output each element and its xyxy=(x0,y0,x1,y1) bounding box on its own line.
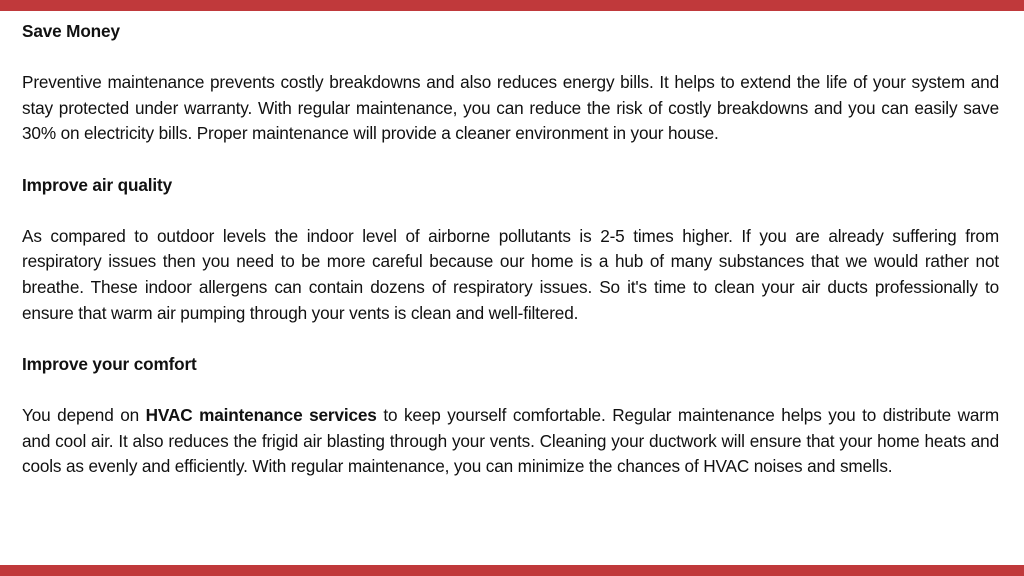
heading-improve-air-quality: Improve air quality xyxy=(22,174,172,195)
comfort-text-prefix: You depend on xyxy=(22,404,146,425)
heading-improve-comfort: Improve your comfort xyxy=(22,353,197,374)
comfort-text-suffix: to keep yourself comfortable. Regular maintenance helps you to distribute warm and cool air. It also reduces the frigid air blasting through your vents. Cleaning your ductwork will ensure that your home heats and cools as evenly and efficiently. With regular maintenance, you can minimize the chances of HVAC noises and smells. xyxy=(22,404,1000,477)
hvac-services-link[interactable]: HVAC maintenance services xyxy=(145,404,377,425)
heading-save-money: Save Money xyxy=(22,21,120,41)
paragraph-improve-air-quality: As compared to outdoor levels the indoor level of airborne pollutants is 2-5 times higher. If you are already suffering from respiratory issues then you need to be more careful because our home is a hub of many substances that we would rather not breathe. These indoor allergens can contain dozens of respiratory issues. So it's time to clean your air ducts professionally to ensure that warm air pumping through your vents is clean and well-filtered. xyxy=(22,225,999,323)
bottom-accent-bar xyxy=(0,565,1024,576)
spacer xyxy=(22,377,999,403)
paragraph-save-money: Preventive maintenance prevents costly breakdowns and also reduces energy bills. It helps to extend the life of your system and stay protected under warranty. With regular maintenance, you can reduce the risk of costly breakdowns and you can easily save 30% on electricity bills. Proper maintenance will provide a cleaner environment in your house. xyxy=(22,72,999,144)
spacer xyxy=(22,147,999,173)
top-accent-bar xyxy=(0,0,1024,11)
paragraph-improve-comfort xyxy=(22,403,999,480)
spacer xyxy=(22,45,999,71)
spacer xyxy=(22,326,999,352)
slide-content xyxy=(22,19,999,480)
spacer xyxy=(22,198,999,224)
